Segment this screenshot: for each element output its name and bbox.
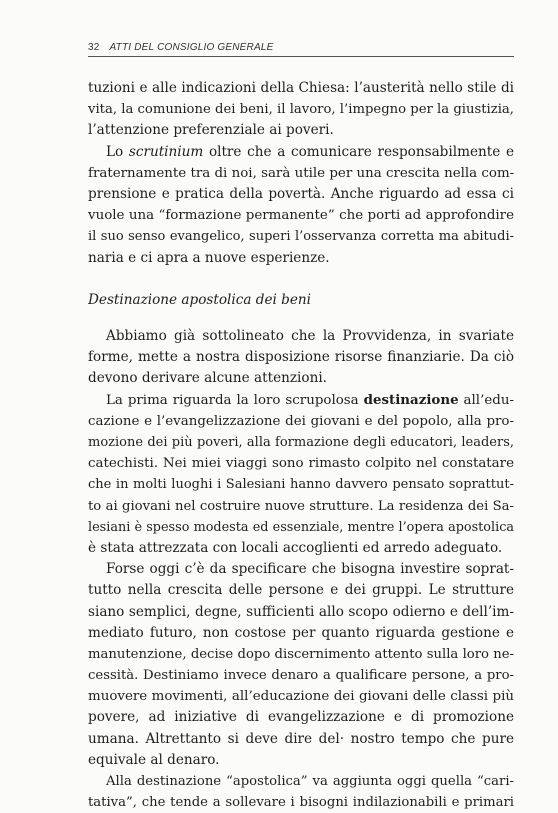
- spacer: [88, 269, 514, 290]
- text-line: siano semplici, degne, sufficienti allo scopo odierno e dell’im-: [88, 603, 514, 620]
- text-run: all’edu-: [458, 392, 514, 408]
- text-line: Forse oggi c’è da specificare che bisogna investire soprat-: [106, 561, 514, 578]
- text-run: La prima riguarda la loro scrupolosa: [106, 392, 364, 408]
- text-line: [88, 390, 514, 411]
- text-line: tativa”, che tende a sollevare i bisogni indilazionabili e primari: [88, 795, 514, 811]
- text-line: mozione dei più poveri, alla formazione degli educatori, leaders,: [88, 435, 514, 450]
- text-line: forme, mette a nostra disposizione risorse finanziarie. Da ciò: [88, 349, 514, 366]
- text-run: Lo: [106, 143, 129, 160]
- text-line: manutenzione, decise dopo discernimento attento sulla loro ne-: [88, 646, 514, 662]
- text-line: devono derivare alcune attenzioni.: [88, 370, 327, 387]
- text-line: lesiani è spesso modesta ed essenziale, mentre l’opera apostolica: [88, 519, 514, 535]
- running-title: ATTI DEL CONSIGLIO GENERALE: [109, 42, 274, 53]
- text-line: fraternamente tra di noi, sarà utile per una crescita nella com-: [88, 165, 514, 181]
- page-number: 32: [88, 42, 100, 53]
- text-line: che in molti luoghi i Salesiani hanno davvero pensato soprattut-: [88, 477, 514, 493]
- text-line: vuole una “formazione permanente” che porti ad approfondire: [88, 208, 514, 224]
- text-line: prensione e pratica della povertà. Anche riguardo ad essa ci: [88, 185, 514, 202]
- text-line: povere, ad iniziative di evangelizzazione e di promozione: [88, 709, 514, 726]
- text-line: umana. Altrettanto si deve dire del· nostro tempo che pure: [88, 730, 514, 747]
- text-line: il suo senso evangelico, superi l’osservanza corretta ma abitudi-: [88, 229, 514, 245]
- section-heading: Destinazione apostolica dei beni: [88, 291, 312, 308]
- text-line: Alla destinazione “apostolica” va aggiunta oggi quella “cari-: [106, 774, 514, 789]
- text-line: catechisti. Nei miei viaggi sono rimasto colpito nel constatare: [88, 456, 514, 472]
- text-line: equivale al denaro.: [88, 751, 220, 768]
- emphasis-scrutinium: scrutinium: [128, 143, 204, 160]
- text-line: muovere movimenti, all’educazione dei giovani delle classi più: [88, 689, 514, 705]
- text-line: to ai giovani nel costruire nuove strutture. La residenza dei Sa-: [88, 498, 514, 514]
- text-line: è stata attrezzata con locali accoglienti ed arredo adeguato.: [88, 539, 503, 556]
- text-line: l’attenzione preferenziale ai poveri.: [88, 122, 334, 139]
- spacer: [88, 311, 514, 326]
- body-text: [88, 78, 514, 813]
- running-header: [88, 42, 273, 53]
- bold-destinazione: destinazione: [363, 391, 459, 408]
- text-run: oltre che a comunicare responsabilmente e: [203, 143, 514, 160]
- text-line: vita, la comunione dei beni, il lavoro, l’impegno per la giustizia,: [88, 102, 514, 118]
- text-line: cazione e l’evangelizzazione dei giovani e del popolo, alla pro-: [88, 413, 514, 429]
- text-line: [88, 142, 514, 163]
- text-line: tutto nella crescita delle persone e dei gruppi. Le strutture: [88, 582, 514, 599]
- text-line: mediato futuro, non costose per quanto riguarda gestione e: [88, 624, 514, 641]
- text-line: Abbiamo già sottolineato che la Provvidenza, in svariate: [106, 328, 514, 345]
- header-rule: [88, 56, 514, 57]
- text-line: naria e ci apra a nuove esperienze.: [88, 249, 330, 266]
- text-line: cessità. Destiniamo invece denaro a qualificare persone, a pro-: [88, 668, 514, 684]
- text-line: tuzioni e alle indicazioni della Chiesa: l’austerità nello stile di: [88, 80, 514, 96]
